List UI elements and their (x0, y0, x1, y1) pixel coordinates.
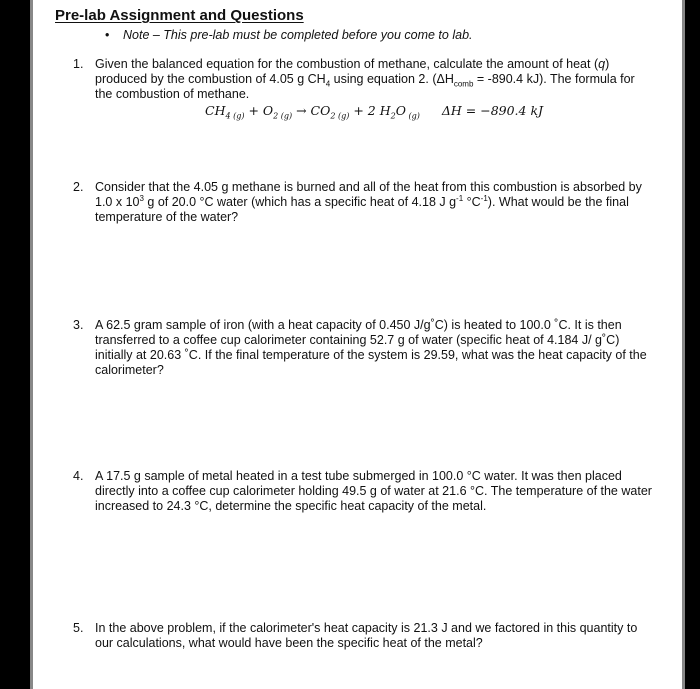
prelab-note (105, 28, 473, 42)
question-text: In the above problem, if the calorimeter's heat capacity is 21.3 J and we factored in this quantity to our calculations, what would have been the specific heat of the metal? (95, 621, 638, 650)
question-text: A 17.5 g sample of metal heated in a test tube submerged in 100.0 °C water. It was then placed directly into a coffee cup calorimeter holding 49.5 g of water at 21.6 °C. The temperature of the water increased to 24.3 °C, determine the specific heat capacity of the metal. (95, 469, 652, 513)
question-number: 4. (73, 469, 84, 483)
question-text: Given the balanced equation for the combustion of methane, calculate the amount of heat (q) produced by the combustion of 4.05 g $CH_4$ using equation 2. ($\Delta H_{comb} = -890.4$ kJ). The formula for the combustion of methane. (95, 57, 635, 101)
question-number: 1. (73, 57, 84, 71)
combustion-equation: $CH_{4 (g)} + O_{2 (g)} \to CO_{2 (g)} + 2$ $H_2O$ $_{(g)}$ ΔH = −890.4 kJ (205, 103, 544, 121)
question-number: 2. (73, 180, 84, 194)
question-4 (73, 469, 653, 514)
question-2 (73, 180, 653, 225)
question-5 (73, 621, 653, 651)
question-1 (73, 57, 653, 102)
note-text: Note – This pre-lab must be completed before you come to lab. (123, 28, 473, 42)
bullet-icon: • (105, 28, 110, 42)
question-number: 5. (73, 621, 84, 635)
question-text: Consider that the 4.05 g methane is burned and all of the heat from this combustion is absorbed by 1.0 x $10^3$ g of 20.0 °C water (which has a specific heat of 4.18 J $g^{-1}$ $^\circ C^{-1}$). What would be the final temperature of the water? (95, 180, 642, 224)
document-page (30, 0, 685, 689)
enthalpy-value: ΔH = −890.4 kJ (441, 103, 544, 118)
question-number: 3. (73, 318, 84, 332)
question-3 (73, 318, 653, 378)
question-text: A 62.5 gram sample of iron (with a heat capacity of 0.450 J/g˚C) is heated to 100.0 ˚C. It is then transferred to a coffee cup calorimeter containing 52.7 g of water (specific heat of 4.184 J/ g˚C) initially at 20.63 ˚C. If the final temperature of the system is 29.59, what was the heat capacity of the calorimeter? (95, 318, 647, 377)
page-title: Pre-lab Assignment and Questions (55, 7, 304, 24)
